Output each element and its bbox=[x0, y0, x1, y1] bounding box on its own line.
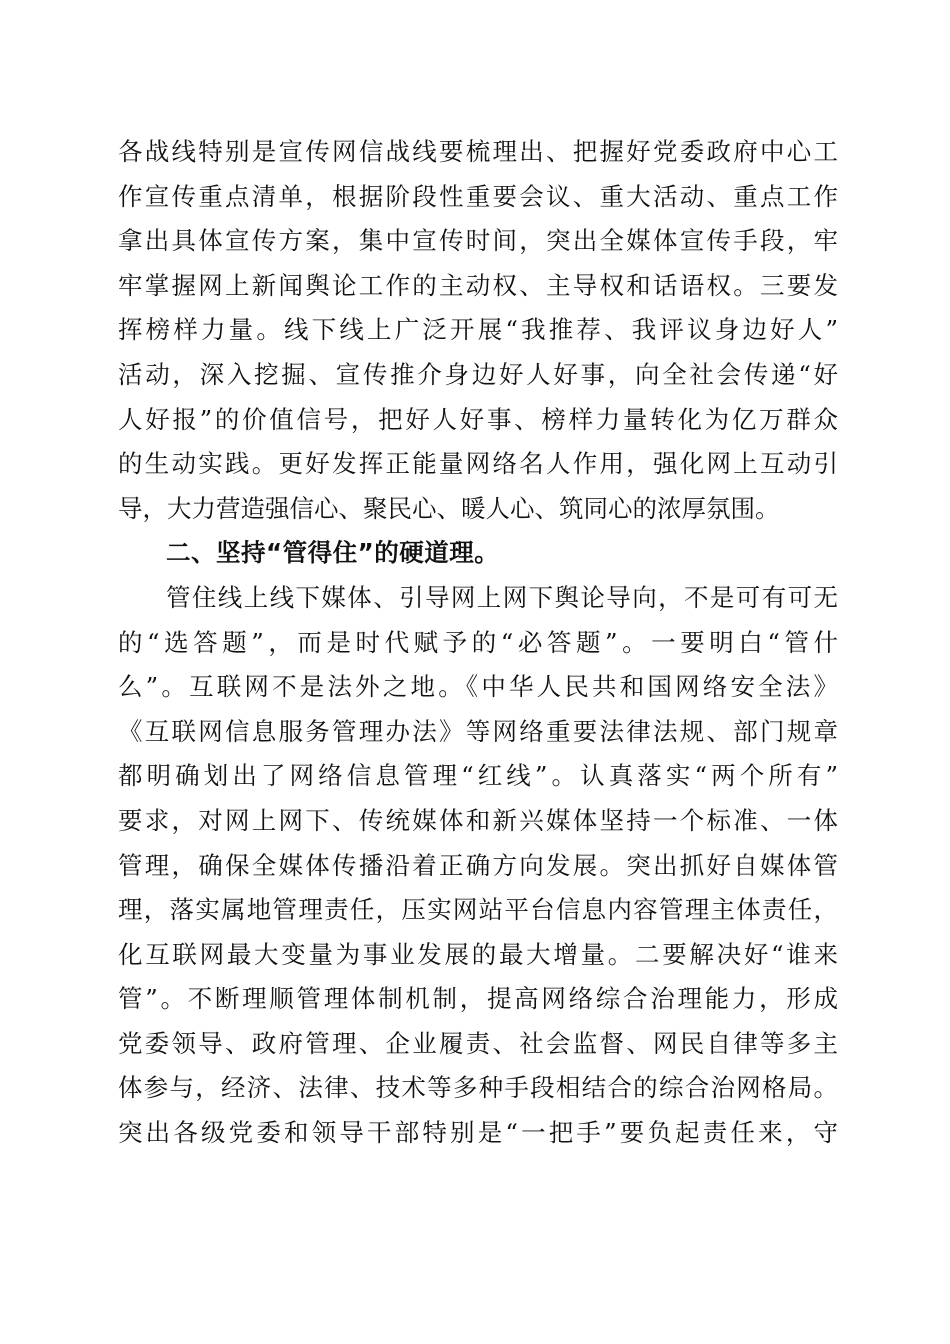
section-heading-text: 二、坚持“管得住”的硬道理。 bbox=[166, 538, 500, 568]
text-line: 《互联网信息服务管理办法》等网络重要法律法规、部门规章 bbox=[118, 716, 838, 746]
text-line: 么”。互联网不是法外之地。《中华人民共和国网络安全法》 bbox=[118, 672, 838, 702]
text-line: 各战线特别是宣传网信战线要梳理出、把握好党委政府中心工 bbox=[118, 137, 838, 166]
text-line: 的生动实践。更好发挥正能量网络名人作用，强化网上互动引 bbox=[118, 449, 838, 479]
text-line: 党委领导、政府管理、企业履责、社会监督、网民自律等多主 bbox=[118, 1028, 838, 1058]
text-line: 拿出具体宣传方案，集中宣传时间，突出全媒体宣传手段，牢 bbox=[118, 226, 838, 256]
text-line: 管理，确保全媒体传播沿着正确方向发展。突出抓好自媒体管 bbox=[118, 850, 838, 880]
text-line: 管住线上线下媒体、引导网上网下舆论导向，不是可有可无 bbox=[166, 582, 838, 612]
text-line: 人好报”的价值信号，把好人好事、榜样力量转化为亿万群众 bbox=[118, 404, 838, 434]
text-line: 突出各级党委和领导干部特别是“一把手”要负起责任来，守 bbox=[118, 1118, 838, 1148]
text-line: 化互联网最大变量为事业发展的最大增量。二要解决好“谁来 bbox=[118, 939, 838, 969]
text-line: 体参与，经济、法律、技术等多种手段相结合的综合治网格局。 bbox=[118, 1073, 838, 1103]
text-line: 牢掌握网上新闻舆论工作的主动权、主导权和话语权。三要发 bbox=[118, 270, 838, 300]
document-body bbox=[118, 130, 838, 1156]
text-line: 导，大力营造强信心、聚民心、暖人心、筑同心的浓厚氛围。 bbox=[118, 493, 780, 523]
text-line: 挥榜样力量。线下线上广泛开展“我推荐、我评议身边好人” bbox=[118, 315, 838, 345]
text-line: 管”。不断理顺管理体制机制，提高网络综合治理能力，形成 bbox=[118, 984, 838, 1014]
text-line: 作宣传重点清单，根据阶段性重要会议、重大活动、重点工作 bbox=[118, 181, 838, 211]
text-line: 理，落实属地管理责任，压实网站平台信息内容管理主体责任， bbox=[118, 895, 838, 925]
text-line: 的“选答题”，而是时代赋予的“必答题”。一要明白“管什 bbox=[118, 627, 838, 657]
text-line: 活动，深入挖掘、宣传推介身边好人好事，向全社会传递“好 bbox=[118, 359, 838, 389]
text-line: 都明确划出了网络信息管理“红线”。认真落实“两个所有” bbox=[118, 761, 838, 791]
section-heading bbox=[118, 531, 838, 576]
text-line: 要求，对网上网下、传统媒体和新兴媒体坚持一个标准、一体 bbox=[118, 805, 838, 835]
